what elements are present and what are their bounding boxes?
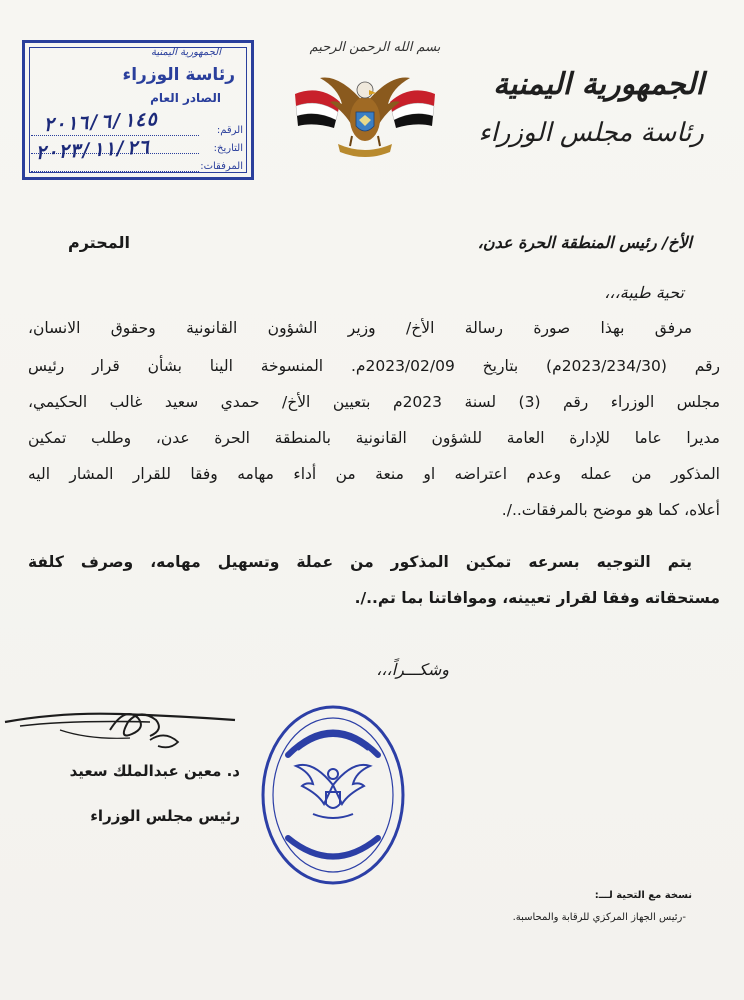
registry-stamp-office: رئاسة الوزراء: [122, 65, 235, 85]
respected-label: المحترم: [68, 233, 130, 252]
signer-title: رئيس مجلس الوزراء: [90, 807, 240, 825]
registry-date-value: ٢٠٢٣/١١/٢٦: [34, 136, 150, 164]
registry-number-label: الرقم:: [216, 125, 243, 136]
registry-stamp-department: الصادر العام: [150, 91, 221, 105]
cc-item: -رئيس الجهاز المركزي للرقابة والمحاسبة.: [512, 912, 686, 923]
greeting: تحية طيبة،،،: [604, 283, 684, 302]
body-line-5: المذكور من عمله وعدم اعتراضه او منعة من أداء مهامه وفقا للقرار المشار اليه: [28, 465, 720, 483]
registry-stamp-country: الجمهورية اليمنية: [150, 47, 221, 58]
cc-label: نسخة مع التحية لـــ:: [594, 890, 692, 901]
seal-graphic: [263, 707, 403, 883]
yemen-eagle-emblem-icon: [290, 64, 440, 174]
republic-title: الجمهورية اليمنية: [493, 67, 704, 102]
official-round-seal: [258, 700, 408, 890]
handwritten-signature-icon: [0, 700, 250, 760]
addressee: الأخ/ رئيس المنطقة الحرة عدن،: [477, 233, 692, 252]
body-line-2: رقم (2023/234/30م) بتاريخ 2023/02/09م. المنسوخة الينا بشأن قرار رئيس: [28, 357, 720, 375]
body-line-1: مرفق بهذا صورة رسالة الأخ/ وزير الشؤون القانونية وحقوق الانسان،: [28, 319, 692, 337]
registry-number-value: ٢٠١٦/٦/١٤٥: [42, 108, 158, 136]
body-line-6: أعلاه، كما هو موضح بالمرفقات../.: [501, 501, 720, 519]
registry-attachments-line: [31, 171, 199, 172]
directive-line-1: يتم التوجيه بسرعه تمكين المذكور من عملة وتسهيل مهامه، وصرف كلفة: [28, 553, 692, 571]
body-line-3: مجلس الوزراء رقم (3) لسنة 2023م بتعيين الأخ/ حمدي سعيد غالب الحكيمي،: [28, 393, 721, 411]
registry-date-label: التاريخ:: [213, 143, 243, 154]
registry-stamp: [22, 40, 254, 180]
registry-attachments-label: المرفقات:: [200, 161, 243, 172]
presidency-title: رئاسة مجلس الوزراء: [478, 118, 704, 148]
basmala: بسم الله الرحمن الرحيم: [309, 40, 441, 55]
directive-line-2: مستحقاته وفقا لقرار تعيينه، وموافاتنا بما تم../.: [354, 589, 720, 607]
closing-thanks: وشكـــراً،،،: [376, 660, 449, 679]
body-line-4: مديرا عاما للإدارة العامة للشؤون القانونية بالمنطقة الحرة عدن، وطلب تمكين: [28, 429, 720, 447]
signer-name: د. معين عبدالملك سعيد: [69, 762, 240, 780]
